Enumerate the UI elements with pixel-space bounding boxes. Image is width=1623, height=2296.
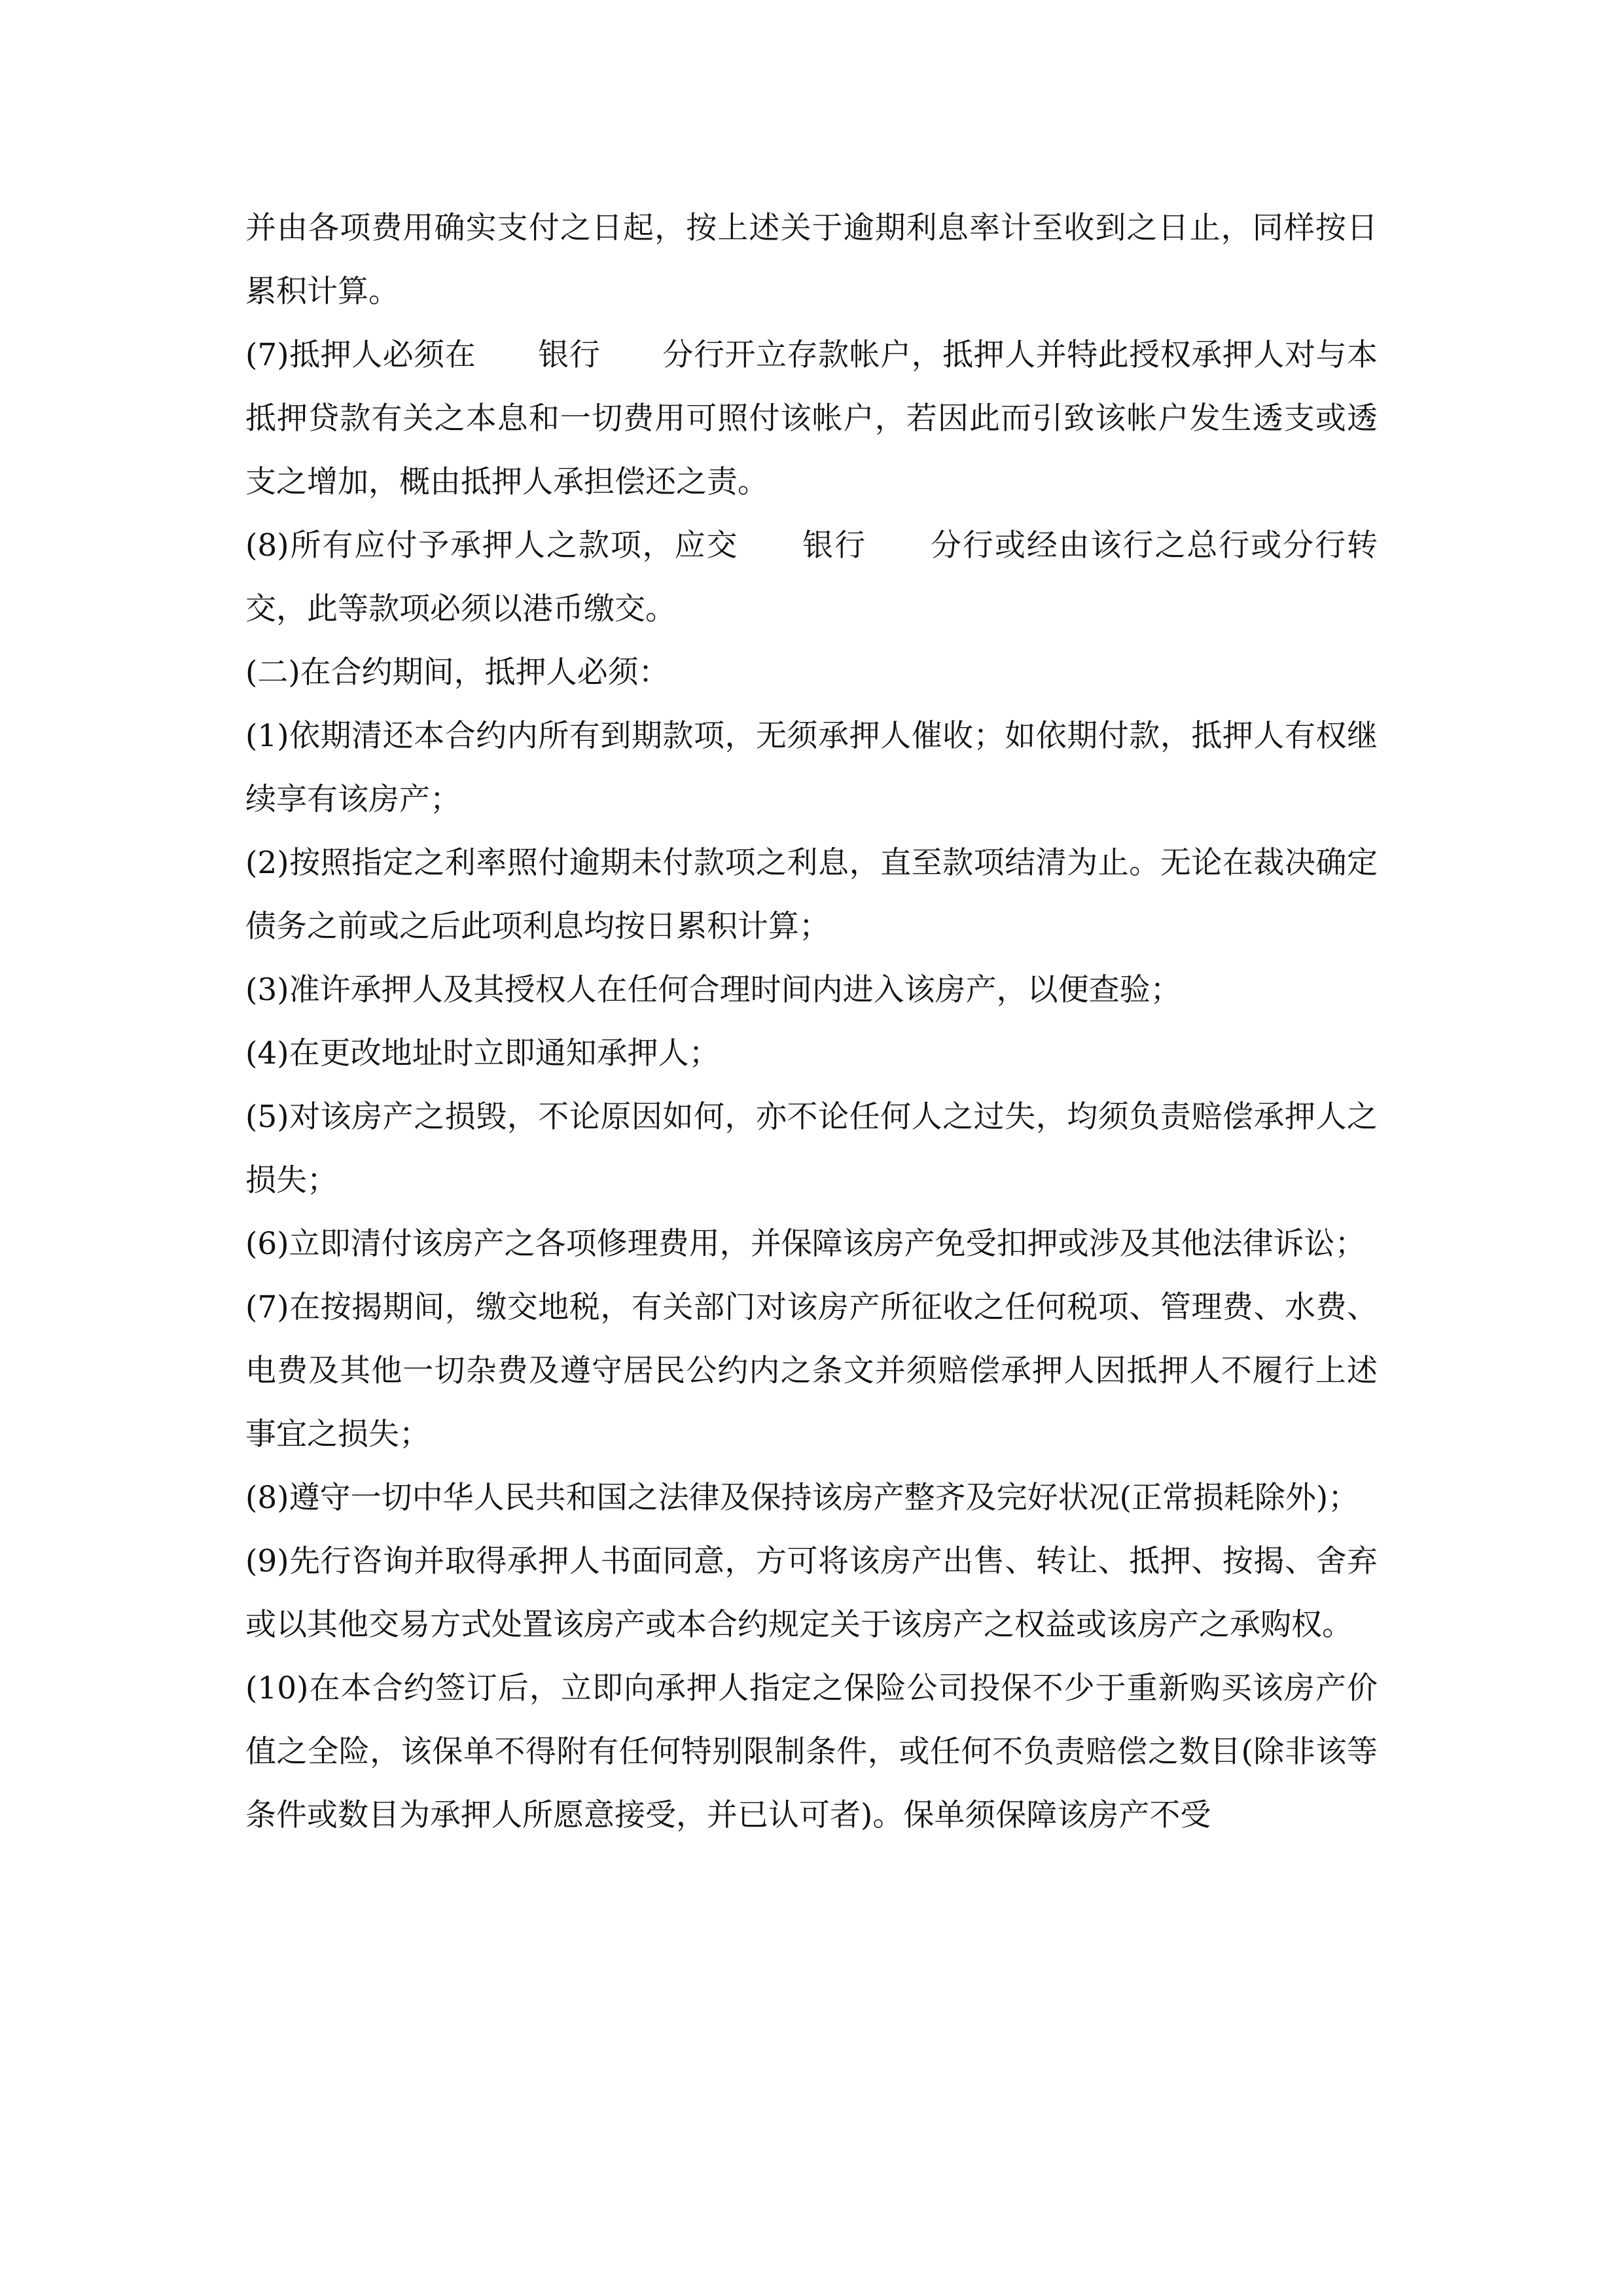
paragraph-item-4: (4)在更改地址时立即通知承押人； xyxy=(245,1035,720,1071)
paragraph-item-8-payments: (8)所有应付予承押人之款项，应交 银行 分行或经由该行之总行或分行转交，此等款项必须以港币缴交。 xyxy=(245,528,1378,627)
section-heading-2: (二)在合约期间，抵押人必须： xyxy=(245,655,669,691)
paragraph-item-9: (9)先行咨询并取得承押人书面同意，方可将该房产出售、转让、抵押、按揭、舍弃或以其他交易方式处置该房产或本合约规定关于该房产之权益或该房产之承购权。 xyxy=(245,1543,1378,1643)
paragraph-item-7-bank-account: (7)抵押人必须在 银行 分行开立存款帐户，抵押人并特此授权承押人对与本抵押贷款有关之本息和一切费用可照付该帐户，若因此而引致该帐户发生透支或透支之增加，概由抵押人承担偿还之责。 xyxy=(245,337,1378,500)
paragraph-item-3: (3)准许承押人及其授权人在任何合理时间内进入该房产，以便查验； xyxy=(245,972,1181,1008)
document-body xyxy=(245,196,1378,1847)
paragraph-item-2: (2)按照指定之利率照付逾期未付款项之利息，直至款项结清为止。无论在裁决确定债务之前或之后此项利息均按日累积计算； xyxy=(245,845,1378,944)
paragraph-item-7: (7)在按揭期间，缴交地税，有关部门对该房产所征收之任何税项、管理费、水费、电费及其他一切杂费及遵守居民公约内之条文并须赔偿承押人因抵押人不履行上述事宜之损失； xyxy=(245,1289,1378,1452)
paragraph-item-1: (1)依期清还本合约内所有到期款项，无须承押人催收；如依期付款，抵押人有权继续享有该房产； xyxy=(245,718,1378,817)
paragraph-item-8: (8)遵守一切中华人民共和国之法律及保持该房产整齐及完好状况(正常损耗除外)； xyxy=(245,1480,1359,1516)
paragraph-continuation: 并由各项费用确实支付之日起，按上述关于逾期利息率计至收到之日止，同样按日累积计算。 xyxy=(245,210,1378,310)
paragraph-item-5: (5)对该房产之损毁，不论原因如何，亦不论任何人之过失，均须负责赔偿承押人之损失； xyxy=(245,1099,1378,1198)
paragraph-item-10: (10)在本合约签订后，立即向承押人指定之保险公司投保不少于重新购买该房产价值之全险，该保单不得附有任何特别限制条件，或任何不负责赔偿之数目(除非该等条件或数目为承押人所愿意接受，并已认可者)。保单须保障该房产不受 xyxy=(245,1670,1378,1833)
paragraph-item-6: (6)立即清付该房产之各项修理费用，并保障该房产免受扣押或涉及其他法律诉讼； xyxy=(245,1226,1366,1262)
